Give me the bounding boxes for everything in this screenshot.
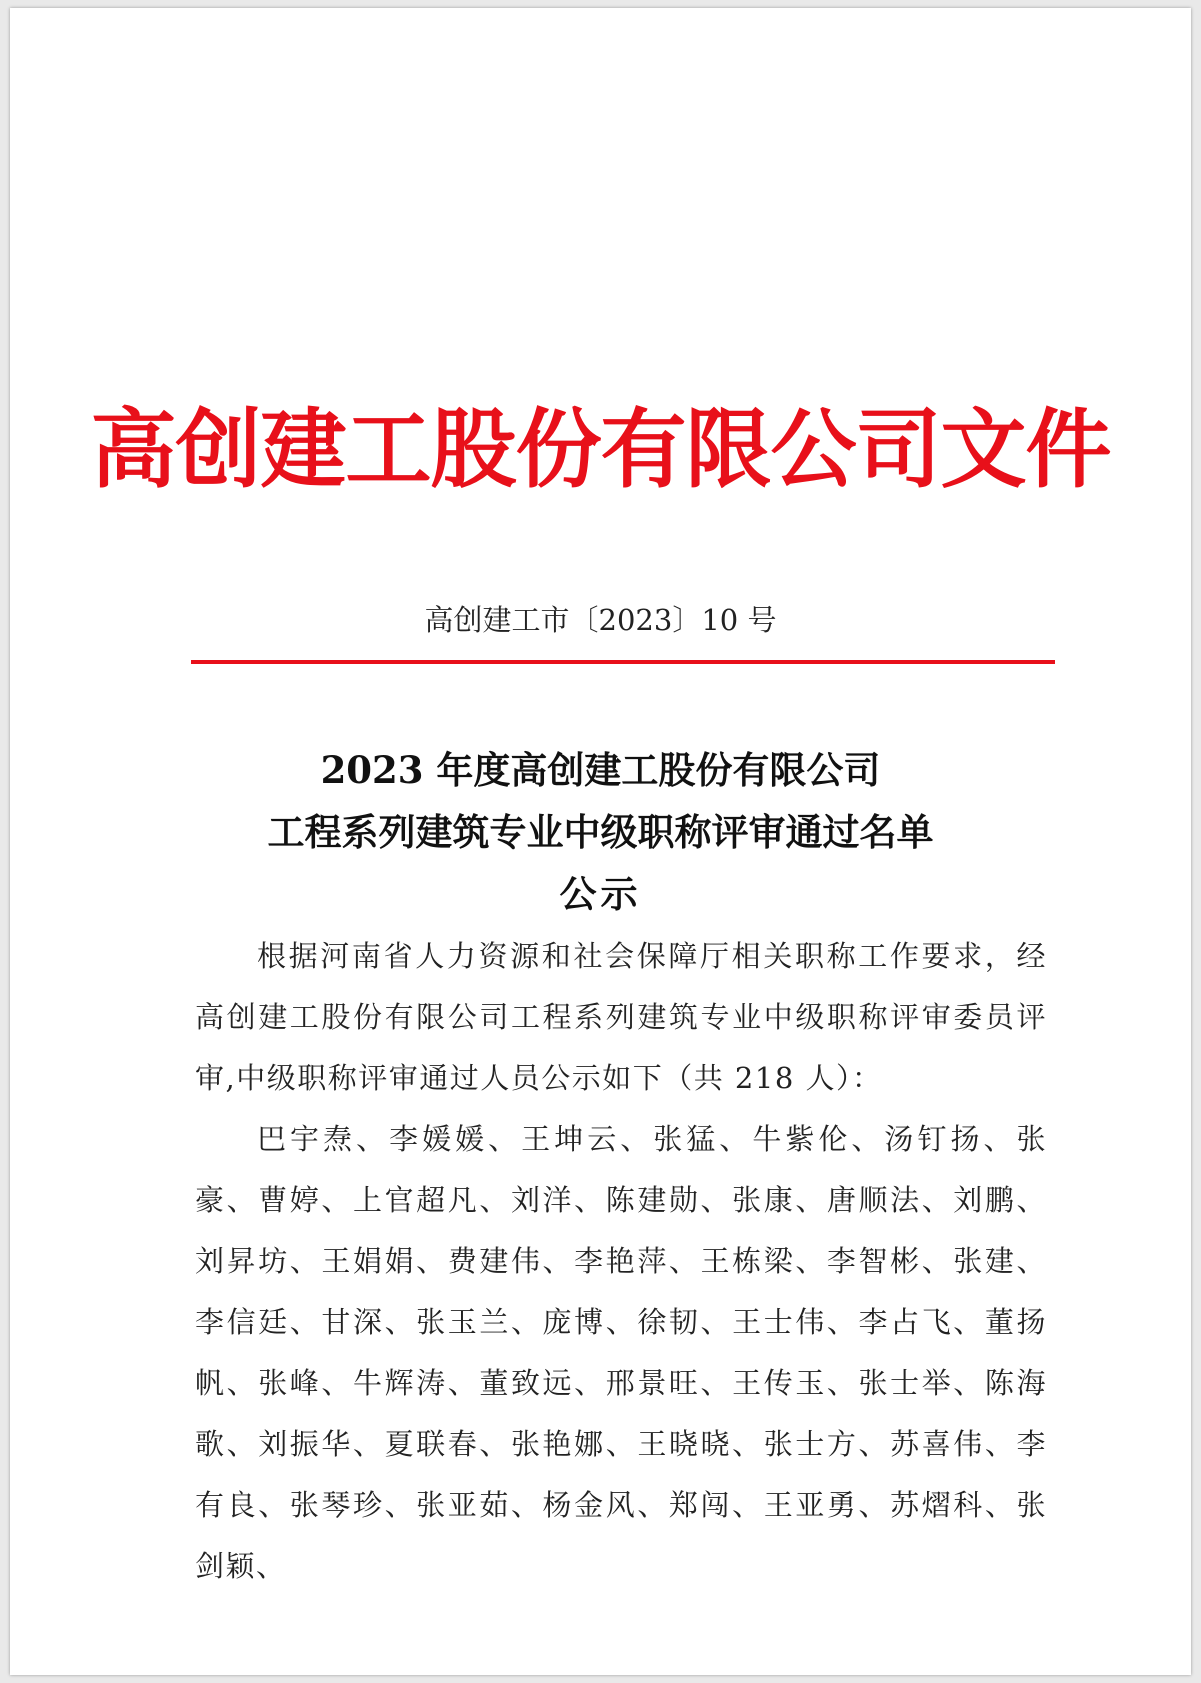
intro-paragraph: 根据河南省人力资源和社会保障厅相关职称工作要求，经高创建工股份有限公司工程系列建筑专业中级职称评审委员评审,中级职称评审通过人员公示如下（共 218 人）：: [195, 939, 1047, 1095]
notice-title-line3: 公示: [559, 872, 642, 916]
document-number: 高创建工市〔2023〕10 号: [424, 603, 777, 637]
red-divider-line: [191, 660, 1055, 664]
notice-body: [195, 926, 1047, 1597]
notice-title-line2: 工程系列建筑专业中级职称评审通过名单: [267, 810, 934, 854]
notice-title-line1: 2023 年度高创建工股份有限公司: [320, 748, 881, 792]
org-header-title: 高创建工股份有限公司文件: [90, 399, 1111, 500]
name-list-paragraph: 巴宇焘、李媛媛、王坤云、张猛、牛紫伦、汤钉扬、张豪、曹婷、上官超凡、刘洋、陈建勋、张康、唐顺法、刘鹏、刘昇坊、王娟娟、费建伟、李艳萍、王栋梁、李智彬、张建、李信廷、甘深、张玉兰、庞博、徐韧、王士伟、李占飞、董扬帆、张峰、牛辉涛、董致远、邢景旺、王传玉、张士举、陈海歌、刘振华、夏联春、张艳娜、王晓晓、张士方、苏喜伟、李有良、张琴珍、张亚茹、杨金风、郑闯、王亚勇、苏熠科、张剑颖、: [195, 1122, 1047, 1583]
document-page: [10, 8, 1191, 1675]
